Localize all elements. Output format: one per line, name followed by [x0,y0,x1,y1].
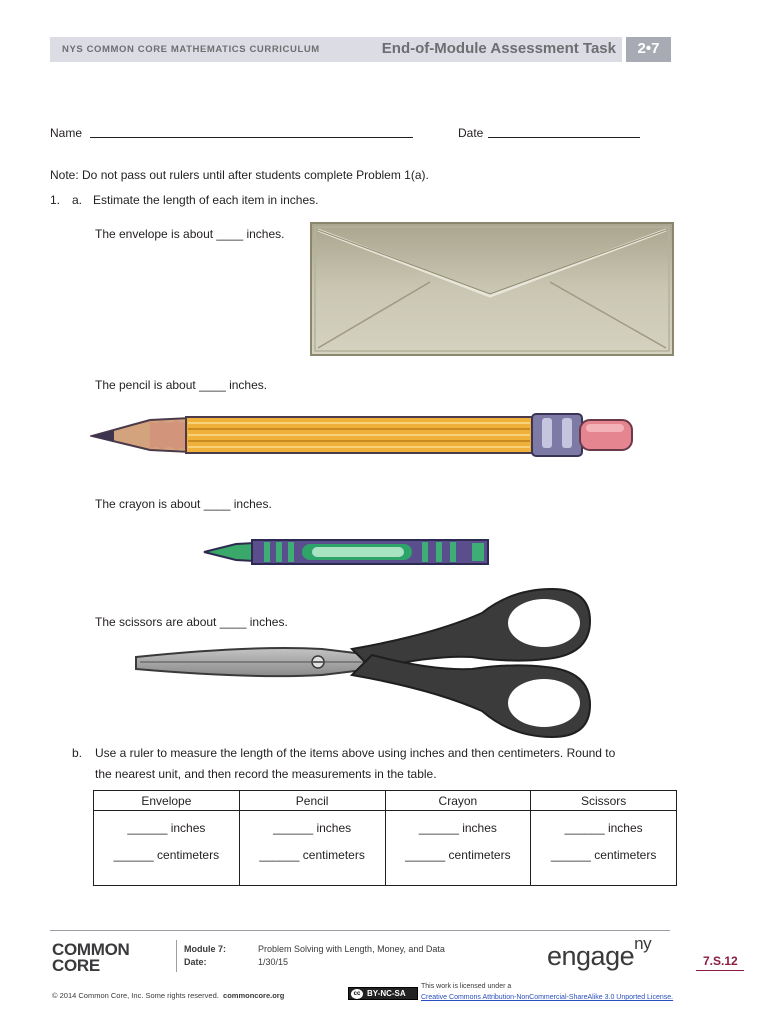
curriculum-title: NYS COMMON CORE MATHEMATICS CURRICULUM [62,44,320,55]
envelope-inches-cell[interactable]: ______ inches [94,811,240,846]
page-number-underline [696,970,744,971]
scissors-inches-cell[interactable]: ______ inches [531,811,677,846]
header-envelope: Envelope [94,791,240,811]
part-b-instruction-line2: the nearest unit, and then record the measurements in the table. [95,767,437,781]
table-row-centimeters [94,846,677,886]
header-lesson-band [626,37,671,62]
part-a-instruction: Estimate the length of each item in inches. [93,193,319,207]
crayon-image [202,536,492,568]
crayon-cm-cell[interactable]: ______ centimeters [385,846,531,886]
page-number: 7.S.12 [703,954,738,968]
part-a-label: a. [72,193,83,207]
footer-vertical-divider [176,940,177,972]
copyright-text: © 2014 Common Core, Inc. Some rights reserved. commoncore.org [52,991,285,1000]
license-intro: This work is licensed under a [421,983,512,990]
scissors-image [132,585,594,741]
table-row-inches [94,811,677,846]
part-b-instruction-line1: Use a ruler to measure the length of the items above using inches and then centimeters. Round to [95,746,616,760]
crayon-estimate: The crayon is about ____ inches. [95,497,272,511]
engageny-logo: engage$^{ny}$ [547,934,652,971]
envelope-cm-cell[interactable]: ______ centimeters [94,846,240,886]
pencil-estimate: The pencil is about ____ inches. [95,378,268,392]
envelope-estimate: The envelope is about ____ inches. [95,227,285,241]
footer-date-label: Date: [184,957,207,967]
date-label: Date [458,126,484,140]
cc-icon: cc [351,989,363,999]
scissors-cm-cell[interactable]: ______ centimeters [531,846,677,886]
common-core-logo: COMMON CORE [52,940,130,975]
envelope-image [310,222,674,356]
name-field[interactable] [90,124,413,138]
part-b-label: b. [72,746,83,760]
module-title: Problem Solving with Length, Money, and Data [258,944,445,954]
module-label: Module 7: [184,944,226,954]
header-task-band [362,37,622,62]
date-field[interactable] [488,124,640,138]
header-curriculum-band [50,37,362,62]
header-pencil: Pencil [239,791,385,811]
footer-date-value: 1/30/15 [258,957,289,967]
footer-divider [50,930,670,931]
header-scissors: Scissors [531,791,677,811]
header-crayon: Crayon [385,791,531,811]
name-label: Name [50,126,83,140]
pencil-cm-cell[interactable]: ______ centimeters [239,846,385,886]
license-link[interactable]: Creative Commons Attribution-NonCommercial-ShareAlike 3.0 Unported License. [421,994,674,1001]
teacher-note: Note: Do not pass out rulers until after students complete Problem 1(a). [50,168,429,182]
measurement-table [93,790,677,886]
pencil-image [90,410,636,458]
task-title: End-of-Module Assessment Task [381,40,616,57]
lesson-code: 2•7 [637,40,660,57]
table-header-row [94,791,677,811]
crayon-inches-cell[interactable]: ______ inches [385,811,531,846]
pencil-inches-cell[interactable]: ______ inches [239,811,385,846]
scissors-estimate: The scissors are about ____ inches. [95,615,288,629]
problem-number: 1. [50,193,61,207]
cc-license-badge: cc BY-NC-SA [348,987,418,1000]
